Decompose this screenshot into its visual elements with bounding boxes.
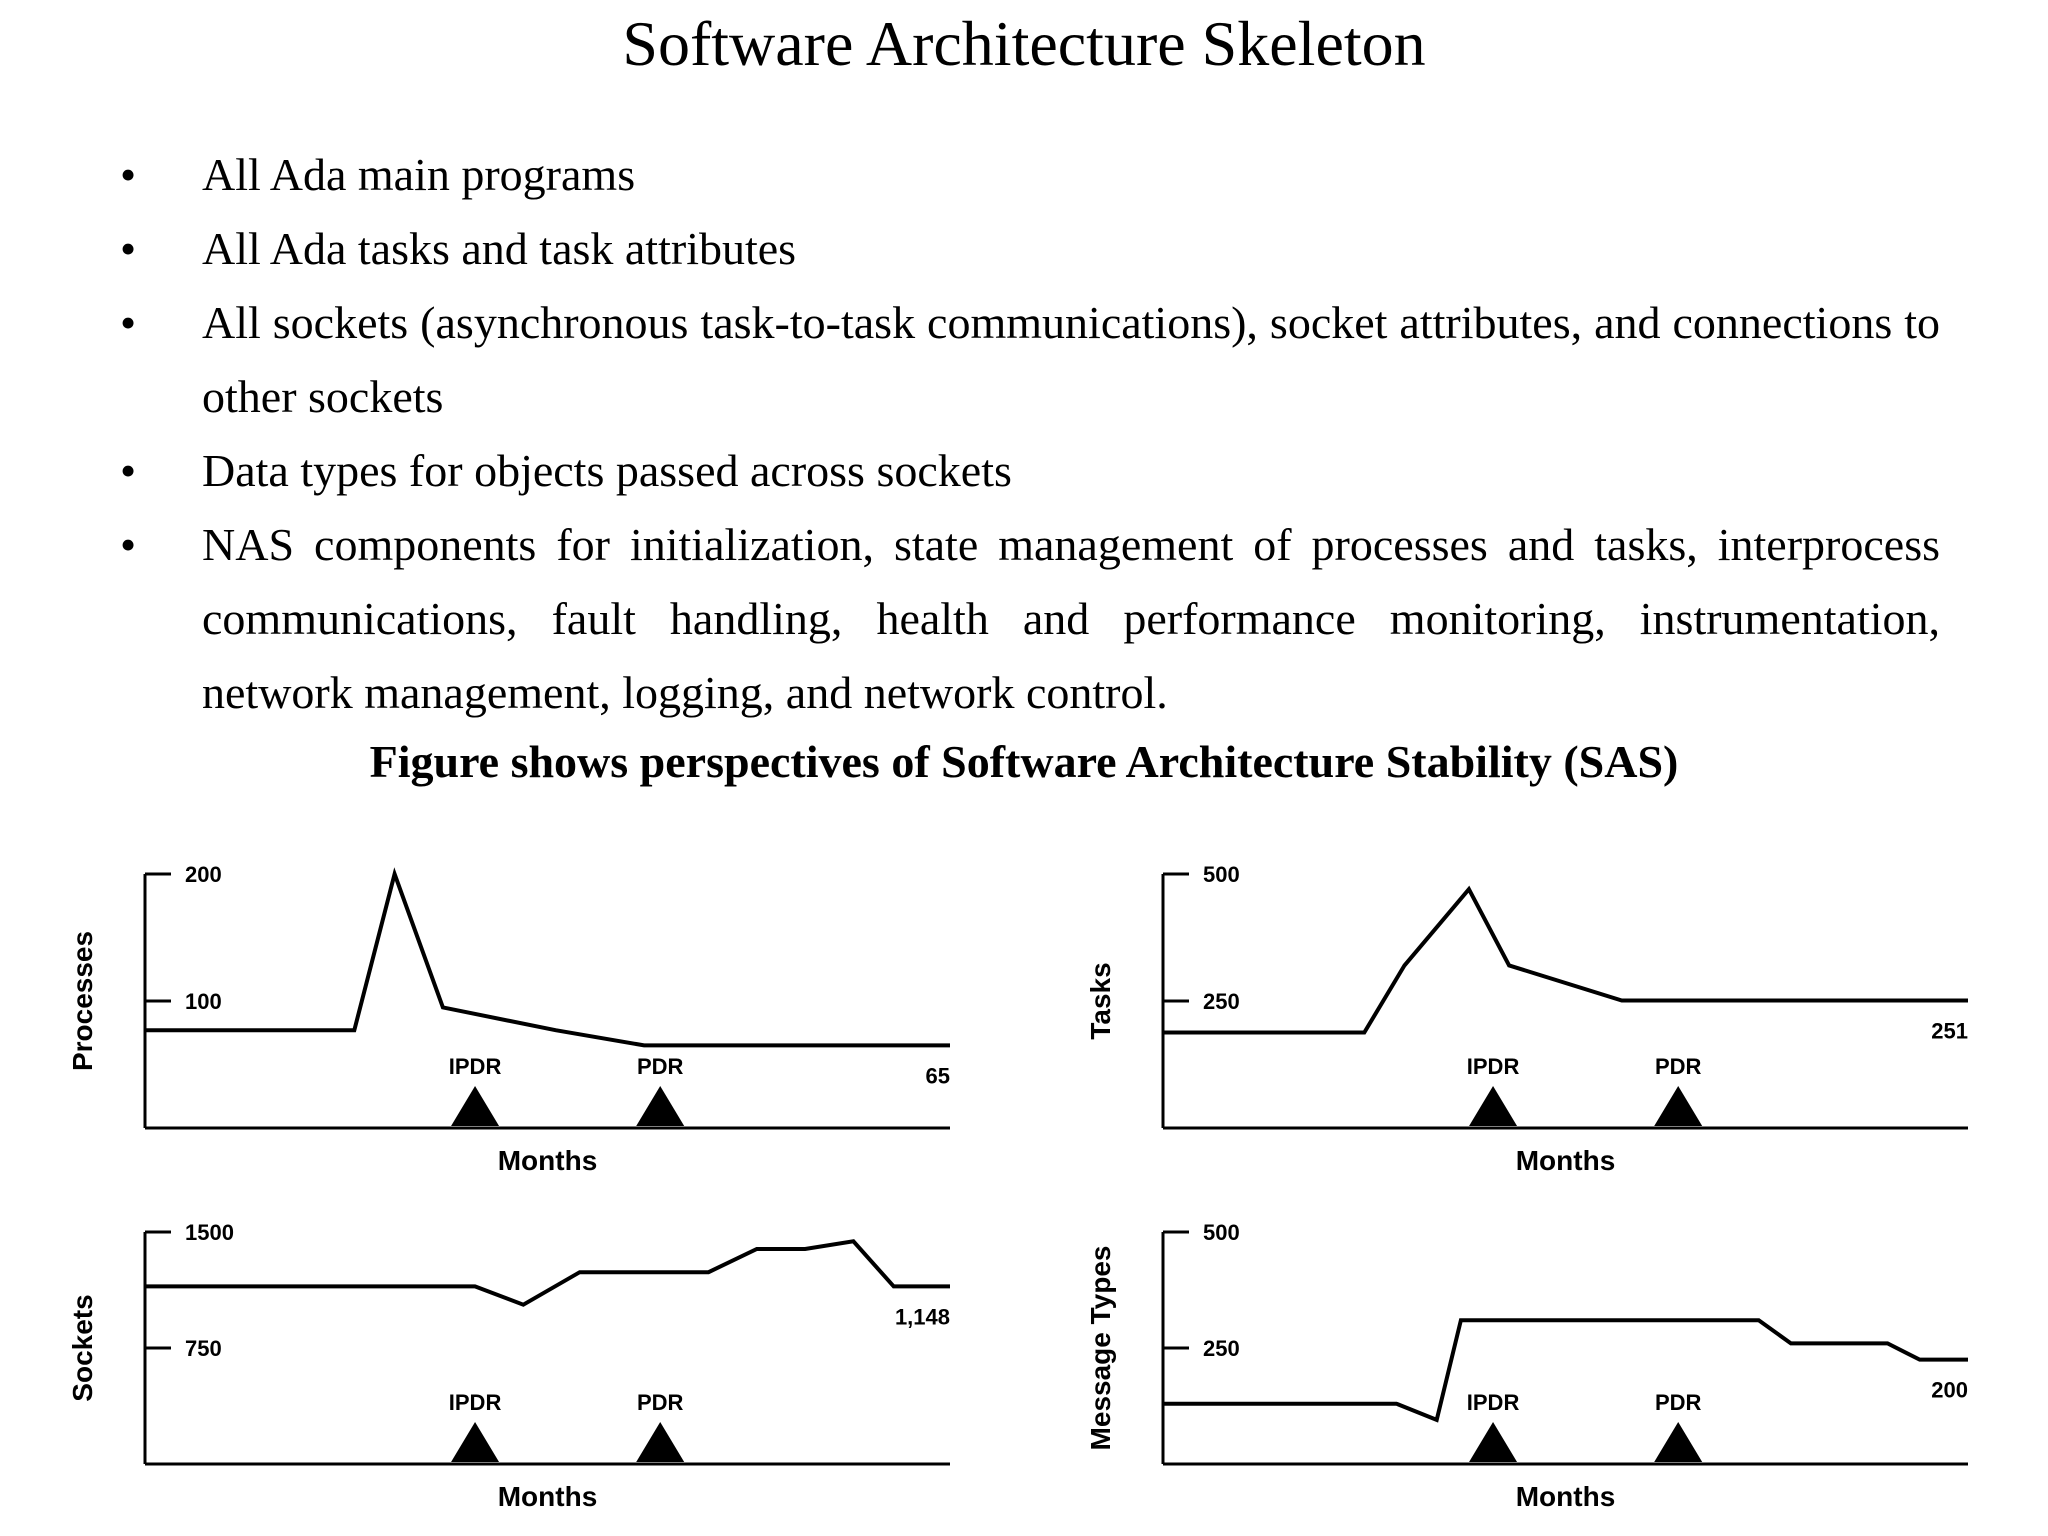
- y-axis-label: Message Types: [1085, 1245, 1116, 1451]
- end-value-label: 1,148: [894, 1304, 950, 1330]
- end-value-label: 65: [925, 1063, 950, 1089]
- chart-processes: [60, 860, 960, 1200]
- series-line: [145, 1241, 950, 1304]
- x-axis-label: Months: [497, 1145, 598, 1176]
- milestone-marker: [1654, 1086, 1702, 1126]
- chart-processes-svg: [60, 860, 960, 1200]
- bullet-item: [120, 434, 1940, 508]
- y-tick-label: 250: [1203, 1336, 1240, 1361]
- bullet-text: All Ada tasks and task attributes: [202, 223, 797, 274]
- milestone-marker: [1654, 1422, 1702, 1462]
- x-axis-label: Months: [497, 1481, 598, 1512]
- bullet-item: [120, 138, 1940, 212]
- y-tick-label: 500: [1203, 1220, 1240, 1245]
- bullet-marker: •: [120, 445, 137, 496]
- series-line: [145, 874, 950, 1045]
- chart-message-types: [1078, 1218, 1978, 1536]
- y-axis-label: Sockets: [67, 1294, 98, 1402]
- chart-sockets-svg: [60, 1218, 960, 1536]
- figure-caption: Figure shows perspectives of Software Architecture Stability (SAS): [369, 736, 1679, 787]
- bullet-marker: •: [120, 297, 137, 348]
- bullet-text: All Ada main programs: [202, 149, 636, 200]
- bullet-text: Data types for objects passed across sockets: [202, 445, 1012, 496]
- y-axis-label: Processes: [67, 930, 98, 1072]
- bullet-text: NAS components for initialization, state management of processes and tasks, interprocess communications, fault handling, health and performance monitoring, instrumentation, network management, logging, and network control.: [202, 519, 1940, 718]
- milestone-marker: [636, 1422, 684, 1462]
- bullet-item: [120, 286, 1940, 434]
- milestone-marker: [451, 1086, 499, 1126]
- milestone-label: PDR: [1654, 1054, 1702, 1079]
- chart-tasks-svg: [1078, 860, 1978, 1200]
- bullet-item: [120, 508, 1940, 730]
- bullet-list: [120, 138, 1940, 730]
- milestone-label: IPDR: [1466, 1054, 1520, 1079]
- milestone-marker: [1469, 1422, 1517, 1462]
- bullet-marker: •: [120, 519, 137, 570]
- bullet-marker: •: [120, 149, 137, 200]
- y-tick-label: 1500: [185, 1220, 234, 1245]
- y-tick-label: 250: [1203, 989, 1240, 1014]
- x-axis-label: Months: [1515, 1145, 1616, 1176]
- milestone-label: PDR: [1654, 1390, 1702, 1415]
- milestone-label: IPDR: [1466, 1390, 1520, 1415]
- bullet-text: All sockets (asynchronous task-to-task communications), socket attributes, and connections to other sockets: [202, 297, 1940, 422]
- y-tick-label: 750: [185, 1336, 222, 1361]
- series-line: [1163, 889, 1968, 1032]
- x-axis-label: Months: [1515, 1481, 1616, 1512]
- chart-tasks: [1078, 860, 1978, 1200]
- chart-message-types-svg: [1078, 1218, 1978, 1536]
- milestone-marker: [636, 1086, 684, 1126]
- y-axis-label: Tasks: [1085, 962, 1116, 1040]
- bullet-item: [120, 212, 1940, 286]
- milestone-label: PDR: [636, 1054, 684, 1079]
- y-tick-label: 200: [185, 862, 222, 887]
- chart-sockets: [60, 1218, 960, 1536]
- y-tick-label: 100: [185, 989, 222, 1014]
- bullet-marker: •: [120, 223, 137, 274]
- page-title: Software Architecture Skeleton: [622, 8, 1426, 79]
- milestone-label: IPDR: [448, 1054, 502, 1079]
- milestone-marker: [451, 1422, 499, 1462]
- end-value-label: 251: [1931, 1018, 1968, 1044]
- series-line: [1163, 1320, 1968, 1420]
- y-tick-label: 500: [1203, 862, 1240, 887]
- end-value-label: 200: [1931, 1377, 1968, 1403]
- milestone-marker: [1469, 1086, 1517, 1126]
- milestone-label: PDR: [636, 1390, 684, 1415]
- milestone-label: IPDR: [448, 1390, 502, 1415]
